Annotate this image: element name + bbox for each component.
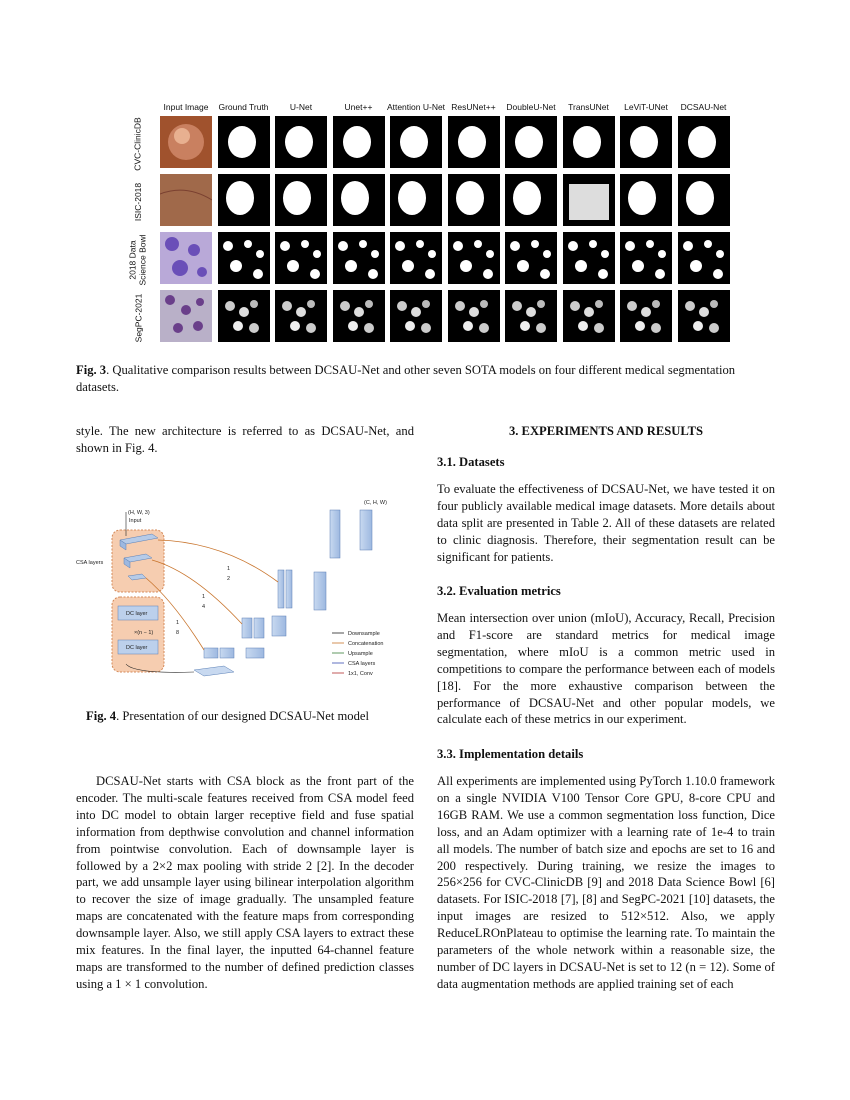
segmentation-mask: [505, 232, 557, 284]
legend: [332, 631, 383, 677]
input-label: Input: [129, 518, 142, 524]
frac-1a: 1: [227, 566, 231, 572]
column-header: U-Net: [289, 102, 313, 112]
column-header: Attention U-Net: [386, 102, 446, 112]
segmentation-mask: [390, 290, 442, 342]
figure-4-caption-text: . Presentation of our designed DCSAU-Net model: [116, 709, 369, 723]
input-image: [160, 116, 212, 168]
segmentation-mask: [505, 174, 557, 226]
legend-1: Concatenation: [348, 641, 384, 647]
segmentation-mask: [448, 290, 500, 342]
figure-3-grid: [114, 96, 734, 346]
column-header: ResUNet++: [451, 102, 496, 112]
segmentation-mask: [390, 232, 442, 284]
frac-8: 8: [176, 630, 180, 636]
output-dim: (C, H, W): [364, 500, 387, 506]
subsection-3-2: 3.2. Evaluation metrics: [437, 584, 561, 598]
row-header: ISIC-2018: [133, 182, 143, 222]
segmentation-mask: [333, 290, 385, 342]
segmentation-mask: [218, 290, 270, 342]
segmentation-mask: [390, 116, 442, 168]
frac-1c: 1: [176, 620, 180, 626]
left-intro: style. The new architecture is referred to as DCSAU-Net, and shown in Fig. 4.: [76, 424, 414, 455]
column-header: DoubleU-Net: [506, 102, 556, 112]
section-3-heading: 3. EXPERIMENTS AND RESULTS: [508, 424, 704, 438]
column-header: Input Image: [163, 102, 209, 112]
column-header: DCSAU-Net: [680, 102, 727, 112]
frac-4: 4: [202, 604, 206, 610]
legend-4: 1x1, Conv: [348, 671, 373, 677]
n-label: ×(n − 1): [134, 630, 154, 636]
legend-3: CSA layers: [348, 661, 376, 667]
input-image: [160, 290, 212, 342]
paragraph-3-1: To evaluate the effectiveness of DCSAU-Net, we have tested it on four publicly available medical image datasets. More details about data split are presented in Table 2. All of these datasets are related to clinic diagnosis. Therefore, their segmentation result can be significant for patients.: [437, 482, 775, 564]
dc-layer-1: DC layer: [126, 611, 148, 617]
dc-layer-2: DC layer: [126, 645, 148, 651]
row-header: 2018 Data Science Bowl: [128, 234, 148, 286]
figure-4-label: Fig. 4: [86, 709, 117, 723]
subsection-3-1: 3.1. Datasets: [437, 455, 505, 469]
segmentation-mask: [218, 174, 270, 226]
figure-3-caption-text: . Qualitative comparison results between DCSAU-Net and other seven SOTA models on four different medical segmentation datasets.: [76, 363, 736, 394]
figure-3-label: Fig. 3: [76, 363, 107, 377]
figure-4-diagram: [74, 492, 414, 702]
legend-2: Upsample: [348, 651, 373, 657]
segmentation-mask: [678, 116, 730, 168]
legend-0: Downsample: [348, 631, 380, 637]
row-header: CVC-ClinicDB: [133, 117, 143, 171]
segmentation-mask: [678, 174, 730, 226]
frac-1b: 1: [202, 594, 206, 600]
paragraph-3-2: Mean intersection over union (mIoU), Accuracy, Recall, Precision and F1-score are standard metrics for medical image segmentation, where mIoU is a common metric used in competitions to compare the performance between each of models [18]. For the more exhaustive comparison between the performance of DCSAU-Net and other popular models, we calculate each of these metrics in our experiment.: [437, 611, 775, 727]
segmentation-mask: [620, 116, 672, 168]
column-header: Ground Truth: [218, 102, 269, 112]
segmentation-mask: [448, 116, 500, 168]
segmentation-mask: [505, 116, 557, 168]
segmentation-mask: [620, 290, 672, 342]
segmentation-mask: [218, 116, 270, 168]
input-image: [160, 174, 212, 226]
row-header: SegPC-2021: [133, 293, 144, 343]
column-header: Unet++: [344, 102, 373, 112]
segmentation-mask: [275, 174, 327, 226]
figure-4-caption: [86, 708, 416, 725]
segmentation-mask: [448, 174, 500, 226]
csa-label: CSA layers: [76, 560, 104, 566]
subsection-3-3: 3.3. Implementation details: [437, 747, 584, 761]
segmentation-mask: [678, 232, 730, 284]
frac-2: 2: [227, 576, 231, 582]
segmentation-mask: [275, 116, 327, 168]
segmentation-mask: [620, 232, 672, 284]
segmentation-mask: [678, 290, 730, 342]
segmentation-mask: [563, 290, 615, 342]
figure-3-caption: [76, 362, 776, 396]
segmentation-mask: [275, 290, 327, 342]
segmentation-mask: [333, 116, 385, 168]
input-image: [160, 232, 212, 284]
column-header: LeViT-UNet: [624, 102, 668, 112]
input-dim: (H, W, 3): [128, 510, 150, 516]
segmentation-mask: [563, 116, 615, 168]
segmentation-mask: [275, 232, 327, 284]
paragraph-3-3: All experiments are implemented using PyTorch 1.10.0 framework on a single NVIDIA V100 Tensor Core GPU, 8-core CPU and 16GB RAM. We use a common segmentation loss function, Dice loss, and an Adam optimizer with a learning rate of 1e-4 to train all models. The number of batch size and epochs are set to 16 and 200 respectively. During training, we resize the images to 256×256 for CVC-ClinicDB [9] and 2018 Data Science Bowl [6] datasets. For ISIC-2018 [7], [8] and SegPC-2021 [10] datasets, the input images are resized to 512×512. Also, we apply ReduceLROnPlateau to optimise the learning rate. To maintain the parameters of the whole network within a reasonable size, the number of DC layers in DCSAU-Net is set to 12 (n = 12). Some of data augmentation methods are applied training set of each: [437, 774, 775, 991]
column-header: TransUNet: [568, 102, 609, 112]
segmentation-mask: [505, 290, 557, 342]
segmentation-mask: [218, 232, 270, 284]
segmentation-mask: [448, 232, 500, 284]
segmentation-mask: [390, 174, 442, 226]
segmentation-mask: [620, 174, 672, 226]
segmentation-mask: [333, 174, 385, 226]
segmentation-mask: [563, 232, 615, 284]
left-paragraph: DCSAU-Net starts with CSA block as the front part of the encoder. The multi-scale features received from CSA model feed into DC model to obtain larger receptive field and fuse spatial information from depthwise convolution and channel information from pointwise convolution. Each of downsample layer is followed by a 2×2 max pooling with stride 2 [2]. In the decoder part, we add unsample layer using bilinear interpolation algorithm to recover the size of image gradually. The unsampled feature maps are concatenated with the feature maps from corresponding downsample layer. Also, we still apply CSA layers to extract these mix features. In the final layer, the inputted 64-channel feature maps are transformed to the number of defined prediction classes using a 1 × 1 convolution.: [76, 774, 414, 991]
segmentation-mask: [563, 174, 615, 226]
segmentation-mask: [333, 232, 385, 284]
